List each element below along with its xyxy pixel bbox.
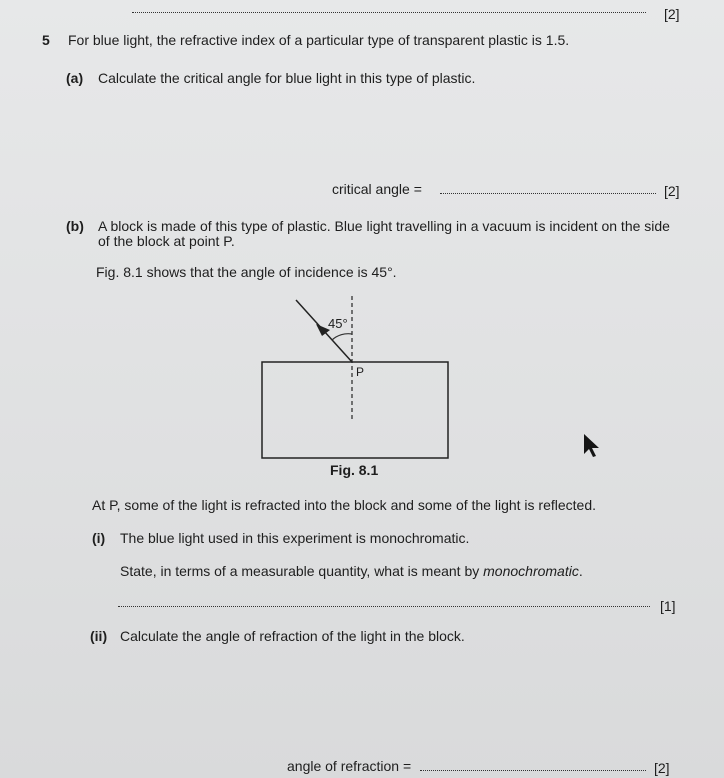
angle-of-refraction-answer-line[interactable]	[420, 770, 646, 771]
part-b-label: (b)	[66, 218, 84, 234]
angle-arc	[332, 334, 352, 340]
after-figure-text: At P, some of the light is refracted into the block and some of the light is reflected.	[92, 497, 597, 513]
prompt-suffix: .	[578, 563, 583, 579]
figure-caption: Fig. 8.1	[330, 462, 379, 478]
mark-previous: [2]	[664, 6, 680, 22]
prompt-prefix: State, in terms of a measurable quantity, what is meant by	[120, 563, 484, 579]
angle-of-refraction-label: angle of refraction =	[287, 758, 412, 774]
part-b-ii-mark: [2]	[654, 760, 670, 776]
question-stem: For blue light, the refractive index of a particular type of transparent plastic is 1.5.	[68, 32, 570, 48]
angle-label: 45°	[328, 316, 348, 331]
part-b-i-prompt	[120, 563, 583, 579]
figure-diagram	[250, 290, 460, 470]
mouse-cursor-icon	[582, 432, 602, 458]
part-a-mark: [2]	[664, 183, 680, 199]
prompt-italic: monochromatic	[483, 563, 579, 579]
question-number: 5	[42, 32, 50, 48]
point-p-label: P	[356, 365, 365, 379]
part-b-i-text: The blue light used in this experiment is monochromatic.	[120, 530, 470, 546]
part-b-text-line1: A block is made of this type of plastic. Blue light travelling in a vacuum is incident on the side	[98, 218, 670, 234]
part-b-i-answer-line[interactable]	[118, 606, 650, 607]
plastic-block	[262, 362, 448, 458]
part-b-i-label: (i)	[92, 530, 106, 546]
part-a-text: Calculate the critical angle for blue light in this type of plastic.	[98, 70, 476, 86]
part-a-label: (a)	[66, 70, 84, 86]
part-b-ii-label: (ii)	[90, 628, 108, 644]
critical-angle-label: critical angle =	[332, 181, 422, 197]
part-b-ii-text: Calculate the angle of refraction of the light in the block.	[120, 628, 465, 644]
answer-line-previous[interactable]	[132, 12, 646, 13]
fig-intro: Fig. 8.1 shows that the angle of incidence is 45°.	[96, 264, 397, 280]
part-b-text-line2: of the block at point P.	[98, 233, 235, 249]
critical-angle-answer-line[interactable]	[440, 193, 656, 194]
part-b-i-mark: [1]	[660, 598, 676, 614]
